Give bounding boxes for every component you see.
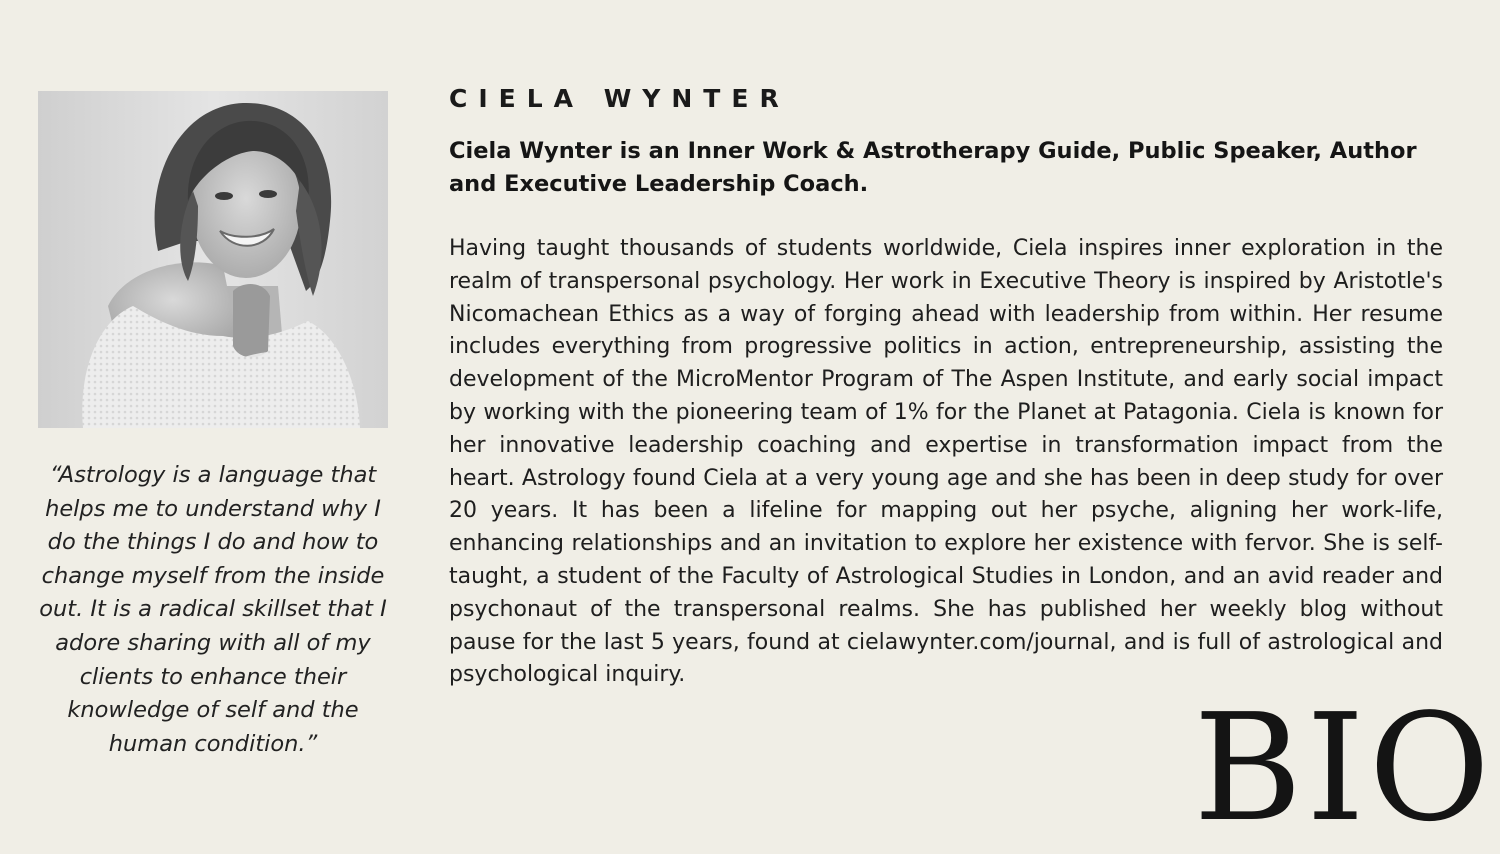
intro-text: Ciela Wynter is an Inner Work & Astrotherapy Guide, Public Speaker, Author and Executive Leadership Coach. [449,138,1417,197]
bio-paragraph: Having taught thousands of students worldwide, Ciela inspires inner exploration in the realm of transpersonal psychology. Her work in Executive Theory is inspired by Aristotle's Nicomachean Ethics as a way of forging ahead with leadership from within. Her resume includes everything from progressive politics in action, entrepreneurship, assisting the development of the MicroMentor Program of The Aspen Institute, and early social impact by working with the pioneering team of 1% for the Planet at Patagonia. Ciela is known for her innovative leadership coaching and expertise in transformation impact from the heart. Astrology found Ciela at a very young age and she has been in deep study for over 20 years. It has been a lifeline for mapping out her psyche, aligning her work-life, enhancing relationships and an invitation to explore her existence with fervor. She is self-taught, a student of the Faculty of Astrological Studies in London, and an avid reader and psychonaut of the transpersonal realms. She has published her weekly blog without pause for the last 5 years, found at cielawynter.com/journal, and is full of astrological and psychological inquiry. [449,236,1443,688]
quote-text: “Astrology is a language that helps me to understand why I do the things I do and how to change myself from the inside out. It is a radical skillset that I adore sharing with all of my clients to enhance their knowledge of self and the human condition.” [39,462,387,757]
profile-name: CIELA WYNTER [449,84,790,113]
portrait-photo [38,91,388,428]
section-label: BIO [1193,682,1494,854]
